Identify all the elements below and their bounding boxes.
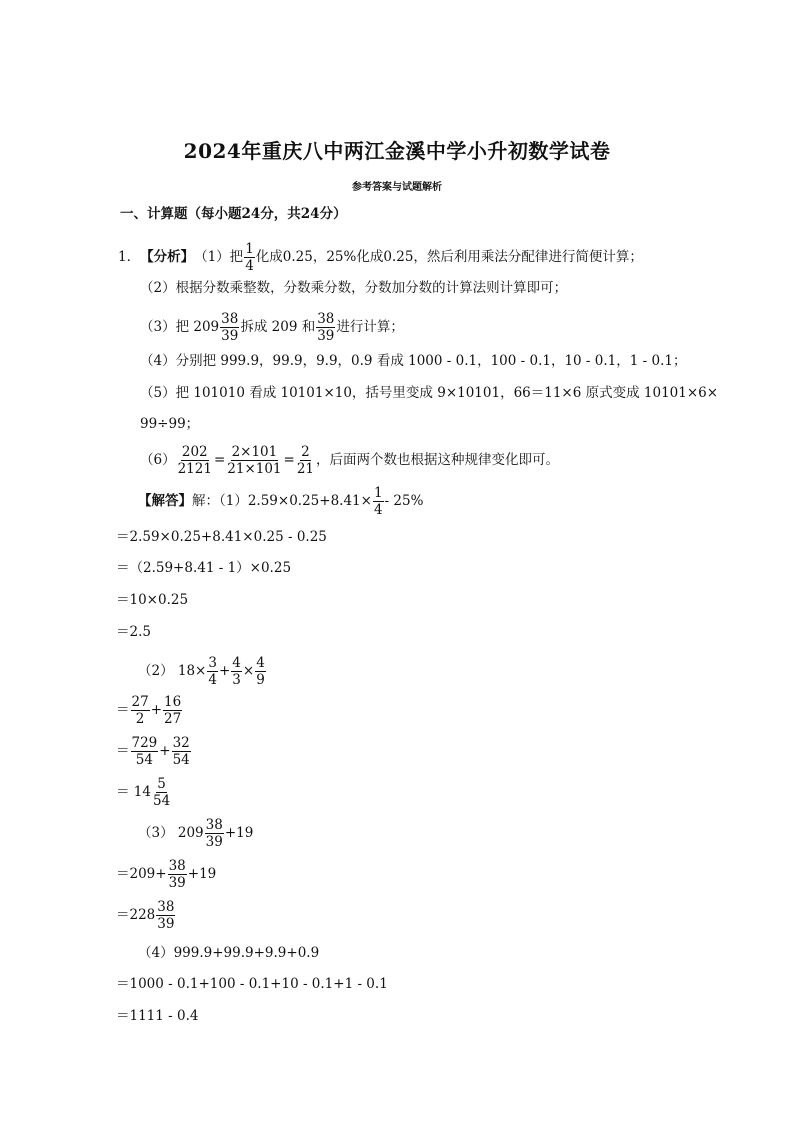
solution-step: ＝2.5	[116, 624, 151, 640]
fraction: $\frac{16}{27}$	[164, 694, 182, 728]
solution-step: ＝1111 - 0.4	[116, 1008, 199, 1024]
document-subtitle: 参考答案与试题解析	[352, 182, 442, 193]
analysis-line-5b: 99÷99；	[140, 416, 200, 432]
solution-step: ＝2.59×0.25+8.41×0.25 - 0.25	[116, 529, 327, 545]
text: +	[159, 742, 171, 759]
fraction: $\frac{27}{2}$	[131, 694, 149, 728]
text: （3） 209	[138, 824, 204, 841]
text: （2） 18×	[138, 662, 207, 679]
fraction: $\frac{1}{4}$	[373, 485, 383, 519]
text: （3）把 209	[140, 318, 220, 335]
solution-tag: 【解答】	[138, 492, 192, 509]
text: +19	[224, 824, 254, 841]
fraction: $\frac{4}{3}$	[232, 655, 241, 689]
solution-step	[116, 695, 183, 726]
text: 进行计算；	[336, 318, 404, 335]
fraction: $\frac{38}{39}$	[205, 817, 223, 851]
text: ＝	[116, 701, 130, 718]
text: ，后面两个数也根据这种规律变化即可。	[316, 451, 560, 468]
fraction: $\frac{1}{4}$	[245, 241, 254, 275]
fraction: $\frac{38}{39}$	[168, 858, 186, 892]
solution-step	[116, 859, 216, 890]
text: +	[150, 701, 162, 718]
text: =	[213, 451, 226, 468]
text: （1）把	[194, 248, 244, 265]
text: 化成0.25，25%化成0.25，然后利用乘法分配律进行简便计算；	[255, 248, 643, 265]
text: +	[218, 662, 231, 679]
text: 解：（1）2.59×0.25+8.41×	[192, 492, 372, 509]
fraction: $\frac{38}{39}$	[157, 899, 175, 933]
document-title: 2024年重庆八中两江金溪中学小升初数学试卷	[183, 139, 611, 163]
solution-step: ＝1000 - 0.1+100 - 0.1+10 - 0.1+1 - 0.1	[116, 976, 388, 992]
solution-line-2	[138, 656, 267, 687]
text: ＝209+	[116, 865, 167, 882]
analysis-line-3	[140, 312, 404, 343]
analysis-line-2: （2）根据分数乘整数，分数乘分数，分数加分数的计算法则计算即可；	[140, 280, 568, 296]
text: ＝ 14	[116, 783, 151, 800]
text: 拆成 209 和	[240, 318, 316, 335]
analysis-line-6	[140, 445, 559, 476]
analysis-line-4: （4）分别把 999.9，99.9，9.9，0.9 看成 1000 - 0.1，100 - 0.1，10 - 0.1，1 - 0.1；	[140, 353, 687, 369]
fraction: $\frac{2}{21}$	[296, 444, 315, 478]
text: +19	[187, 865, 217, 882]
section-heading: 一、计算题（每小题24分，共24分）	[120, 206, 347, 222]
solution-line-4: （4）999.9+99.9+9.9+0.9	[138, 945, 320, 961]
analysis-tag: 【分析】	[140, 248, 195, 265]
text: （6）	[140, 451, 176, 468]
fraction: $\frac{5}{54}$	[152, 776, 171, 810]
fraction: $\frac{32}{54}$	[172, 735, 190, 769]
analysis-line-1	[118, 242, 643, 273]
text: - 25%	[384, 492, 424, 509]
text: =	[283, 451, 295, 468]
solution-line-1	[138, 486, 423, 517]
solution-step	[116, 777, 172, 808]
solution-step	[116, 736, 192, 767]
solution-line-3	[138, 818, 253, 849]
fraction: $\frac{729}{54}$	[131, 735, 158, 769]
text: ＝	[116, 742, 130, 759]
fraction: $\frac{2\times 101}{21\times 101}$	[227, 444, 282, 478]
fraction: $\frac{4}{9}$	[256, 655, 265, 689]
text: ＝228	[116, 906, 156, 923]
solution-step: ＝10×0.25	[116, 592, 189, 608]
analysis-line-5a: （5）把 101010 看成 10101×10，括号里变成 9×10101，66＝11×6 原式变成 10101×6×	[140, 385, 719, 401]
solution-step	[116, 900, 176, 931]
fraction: $\frac{38}{39}$	[221, 311, 239, 345]
solution-step: ＝（2.59+8.41 - 1）×0.25	[116, 560, 292, 576]
fraction: $\frac{38}{39}$	[317, 311, 335, 345]
fraction: $\frac{202}{2121}$	[177, 444, 212, 478]
question-number: 1．	[118, 248, 141, 265]
fraction: $\frac{3}{4}$	[208, 655, 217, 689]
text: ×	[242, 662, 255, 679]
